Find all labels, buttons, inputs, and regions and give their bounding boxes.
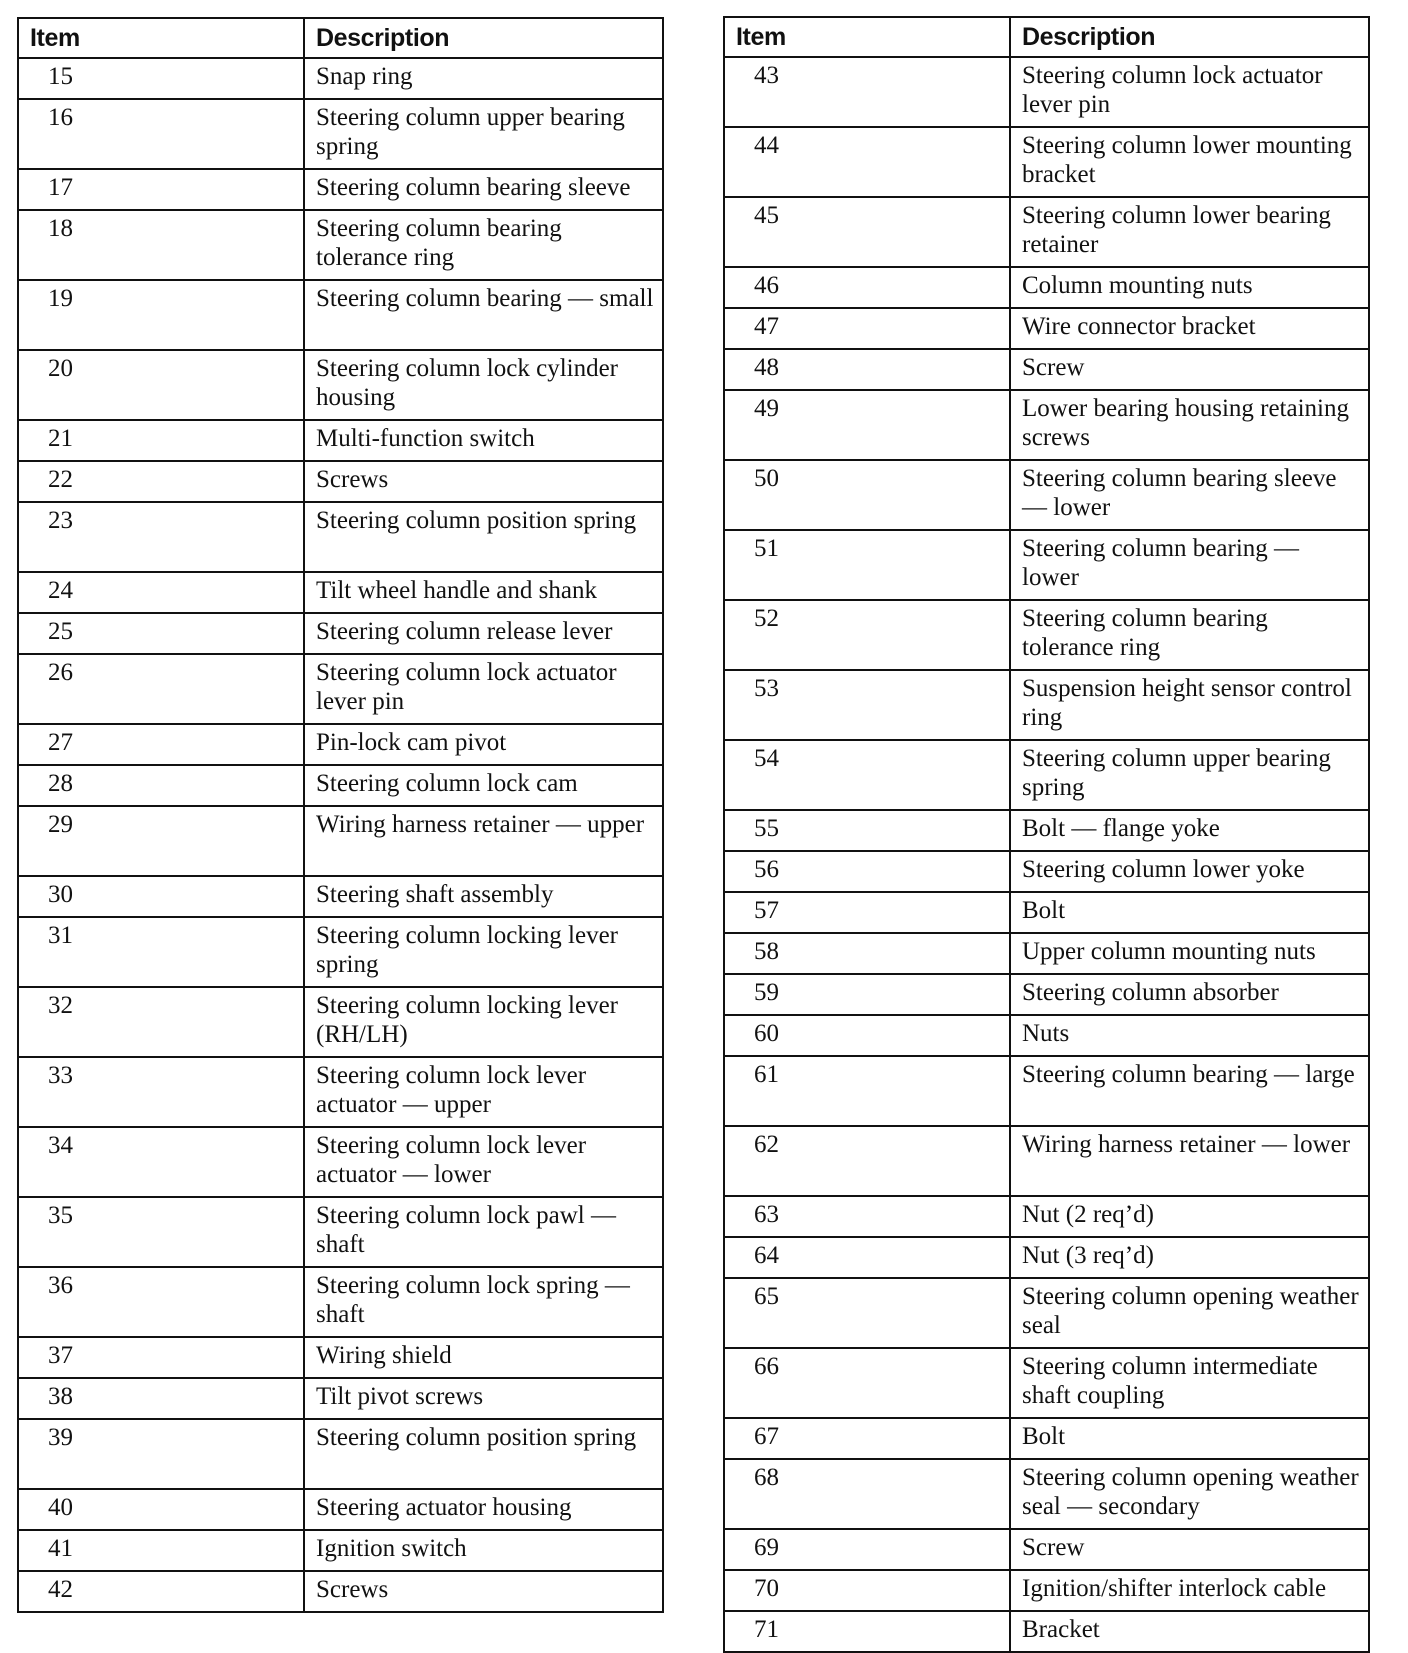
item-number: 24 xyxy=(18,572,304,613)
item-description: Steering column lock cam xyxy=(304,765,663,806)
item-number: 61 xyxy=(724,1056,1010,1126)
table-row xyxy=(724,127,1369,197)
item-description: Steering column locking lever (RH/LH) xyxy=(304,987,663,1057)
item-number: 60 xyxy=(724,1015,1010,1056)
table-row xyxy=(18,1057,663,1127)
table-row xyxy=(18,1571,663,1612)
item-number: 33 xyxy=(18,1057,304,1127)
item-number: 23 xyxy=(18,502,304,572)
item-number: 50 xyxy=(724,460,1010,530)
item-description: Nuts xyxy=(1010,1015,1369,1056)
item-description: Wiring shield xyxy=(304,1337,663,1378)
table-row xyxy=(18,613,663,654)
item-description: Steering column bearing tolerance ring xyxy=(304,210,663,280)
table-row xyxy=(18,724,663,765)
item-description: Nut (3 req’d) xyxy=(1010,1237,1369,1278)
item-column-header: Item xyxy=(724,17,1010,57)
table-row xyxy=(18,461,663,502)
item-number: 64 xyxy=(724,1237,1010,1278)
description-column-header: Description xyxy=(304,18,663,58)
table-row xyxy=(18,917,663,987)
item-number: 67 xyxy=(724,1418,1010,1459)
table-row xyxy=(18,1419,663,1489)
item-description: Steering column lock pawl — shaft xyxy=(304,1197,663,1267)
item-number: 18 xyxy=(18,210,304,280)
item-number: 57 xyxy=(724,892,1010,933)
table-row xyxy=(18,99,663,169)
item-description: Snap ring xyxy=(304,58,663,99)
item-number: 28 xyxy=(18,765,304,806)
table-row xyxy=(724,530,1369,600)
item-description: Steering column lower yoke xyxy=(1010,851,1369,892)
item-number: 68 xyxy=(724,1459,1010,1529)
table-row xyxy=(724,974,1369,1015)
item-number: 29 xyxy=(18,806,304,876)
item-number: 35 xyxy=(18,1197,304,1267)
table-row xyxy=(724,851,1369,892)
item-description: Wire connector bracket xyxy=(1010,308,1369,349)
table-row xyxy=(724,1570,1369,1611)
header-row xyxy=(18,18,663,58)
table-row xyxy=(724,1015,1369,1056)
table-row xyxy=(724,670,1369,740)
item-description: Bolt xyxy=(1010,892,1369,933)
item-number: 65 xyxy=(724,1278,1010,1348)
item-number: 22 xyxy=(18,461,304,502)
item-description: Tilt pivot screws xyxy=(304,1378,663,1419)
table-row xyxy=(724,1418,1369,1459)
table-row xyxy=(724,933,1369,974)
table-row xyxy=(18,1489,663,1530)
table-row xyxy=(724,810,1369,851)
header-row xyxy=(724,17,1369,57)
item-number: 55 xyxy=(724,810,1010,851)
item-description: Bolt — flange yoke xyxy=(1010,810,1369,851)
item-description: Steering column bearing — small xyxy=(304,280,663,350)
item-description: Wiring harness retainer — lower xyxy=(1010,1126,1369,1196)
table-row xyxy=(724,1459,1369,1529)
item-description: Pin-lock cam pivot xyxy=(304,724,663,765)
item-description: Steering column upper bearing spring xyxy=(1010,740,1369,810)
item-description: Suspension height sensor control ring xyxy=(1010,670,1369,740)
table-row xyxy=(724,57,1369,127)
table-row xyxy=(724,460,1369,530)
item-number: 45 xyxy=(724,197,1010,267)
item-number: 59 xyxy=(724,974,1010,1015)
table-row xyxy=(724,1278,1369,1348)
item-description: Column mounting nuts xyxy=(1010,267,1369,308)
item-description: Steering column intermediate shaft coupling xyxy=(1010,1348,1369,1418)
item-number: 34 xyxy=(18,1127,304,1197)
item-number: 58 xyxy=(724,933,1010,974)
item-description: Steering column opening weather seal — secondary xyxy=(1010,1459,1369,1529)
item-description: Nut (2 req’d) xyxy=(1010,1196,1369,1237)
item-number: 69 xyxy=(724,1529,1010,1570)
table-row xyxy=(18,350,663,420)
parts-table-left xyxy=(17,17,664,1613)
item-number: 63 xyxy=(724,1196,1010,1237)
table-row xyxy=(18,654,663,724)
item-number: 70 xyxy=(724,1570,1010,1611)
item-number: 51 xyxy=(724,530,1010,600)
item-description: Bolt xyxy=(1010,1418,1369,1459)
item-number: 66 xyxy=(724,1348,1010,1418)
table-row xyxy=(18,1197,663,1267)
item-description: Steering column lock lever actuator — lower xyxy=(304,1127,663,1197)
item-description: Screw xyxy=(1010,349,1369,390)
item-description: Tilt wheel handle and shank xyxy=(304,572,663,613)
item-number: 30 xyxy=(18,876,304,917)
table-row xyxy=(18,420,663,461)
item-number: 37 xyxy=(18,1337,304,1378)
table-row xyxy=(724,390,1369,460)
item-number: 71 xyxy=(724,1611,1010,1652)
table-row xyxy=(18,280,663,350)
item-description: Lower bearing housing retaining screws xyxy=(1010,390,1369,460)
item-description: Screw xyxy=(1010,1529,1369,1570)
table-row xyxy=(18,987,663,1057)
item-number: 49 xyxy=(724,390,1010,460)
item-description: Screws xyxy=(304,1571,663,1612)
item-number: 40 xyxy=(18,1489,304,1530)
table-row xyxy=(724,308,1369,349)
item-description: Steering column upper bearing spring xyxy=(304,99,663,169)
table-row xyxy=(724,1611,1369,1652)
table-row xyxy=(724,1348,1369,1418)
table-row xyxy=(18,1337,663,1378)
item-number: 39 xyxy=(18,1419,304,1489)
item-description: Steering column lock spring — shaft xyxy=(304,1267,663,1337)
item-number: 47 xyxy=(724,308,1010,349)
item-number: 19 xyxy=(18,280,304,350)
item-column-header: Item xyxy=(18,18,304,58)
item-number: 31 xyxy=(18,917,304,987)
item-number: 48 xyxy=(724,349,1010,390)
table-row xyxy=(18,1267,663,1337)
item-number: 53 xyxy=(724,670,1010,740)
item-number: 21 xyxy=(18,420,304,461)
item-description: Steering column release lever xyxy=(304,613,663,654)
item-description: Steering column opening weather seal xyxy=(1010,1278,1369,1348)
item-description: Steering column lock cylinder housing xyxy=(304,350,663,420)
item-description: Steering column bearing — lower xyxy=(1010,530,1369,600)
item-number: 15 xyxy=(18,58,304,99)
item-number: 16 xyxy=(18,99,304,169)
item-number: 41 xyxy=(18,1530,304,1571)
item-number: 42 xyxy=(18,1571,304,1612)
item-number: 52 xyxy=(724,600,1010,670)
item-description: Upper column mounting nuts xyxy=(1010,933,1369,974)
table-row xyxy=(724,892,1369,933)
item-description: Bracket xyxy=(1010,1611,1369,1652)
item-description: Ignition switch xyxy=(304,1530,663,1571)
item-description: Steering column position spring xyxy=(304,502,663,572)
table-row xyxy=(18,765,663,806)
table-row xyxy=(724,1126,1369,1196)
table-row xyxy=(724,349,1369,390)
table-row xyxy=(18,210,663,280)
item-description: Wiring harness retainer — upper xyxy=(304,806,663,876)
item-number: 32 xyxy=(18,987,304,1057)
table-row xyxy=(18,169,663,210)
table-row xyxy=(18,58,663,99)
item-description: Steering column lock actuator lever pin xyxy=(304,654,663,724)
item-number: 62 xyxy=(724,1126,1010,1196)
table-row xyxy=(18,1530,663,1571)
table-row xyxy=(18,876,663,917)
description-column-header: Description xyxy=(1010,17,1369,57)
item-number: 46 xyxy=(724,267,1010,308)
item-description: Steering column bearing tolerance ring xyxy=(1010,600,1369,670)
item-description: Steering column locking lever spring xyxy=(304,917,663,987)
item-description: Steering column bearing sleeve — lower xyxy=(1010,460,1369,530)
item-description: Steering column bearing — large xyxy=(1010,1056,1369,1126)
item-description: Screws xyxy=(304,461,663,502)
table-row xyxy=(724,1237,1369,1278)
item-description: Steering column bearing sleeve xyxy=(304,169,663,210)
table-row xyxy=(18,1378,663,1419)
table-row xyxy=(18,1127,663,1197)
table-row xyxy=(724,197,1369,267)
item-number: 25 xyxy=(18,613,304,654)
item-number: 54 xyxy=(724,740,1010,810)
item-number: 36 xyxy=(18,1267,304,1337)
item-description: Steering column lower mounting bracket xyxy=(1010,127,1369,197)
table-row xyxy=(724,740,1369,810)
table-row xyxy=(724,1056,1369,1126)
item-description: Steering column lock actuator lever pin xyxy=(1010,57,1369,127)
item-number: 56 xyxy=(724,851,1010,892)
item-description: Steering column absorber xyxy=(1010,974,1369,1015)
table-row xyxy=(18,806,663,876)
item-number: 38 xyxy=(18,1378,304,1419)
table-row xyxy=(724,1196,1369,1237)
item-number: 27 xyxy=(18,724,304,765)
table-row xyxy=(18,572,663,613)
item-number: 20 xyxy=(18,350,304,420)
item-description: Steering column position spring xyxy=(304,1419,663,1489)
table-row xyxy=(724,1529,1369,1570)
item-description: Steering shaft assembly xyxy=(304,876,663,917)
item-number: 43 xyxy=(724,57,1010,127)
item-number: 44 xyxy=(724,127,1010,197)
item-description: Multi-function switch xyxy=(304,420,663,461)
item-description: Steering column lock lever actuator — upper xyxy=(304,1057,663,1127)
item-description: Steering column lower bearing retainer xyxy=(1010,197,1369,267)
table-row xyxy=(18,502,663,572)
item-number: 26 xyxy=(18,654,304,724)
item-description: Steering actuator housing xyxy=(304,1489,663,1530)
item-description: Ignition/shifter interlock cable xyxy=(1010,1570,1369,1611)
parts-table-right xyxy=(723,16,1370,1653)
table-row xyxy=(724,267,1369,308)
item-number: 17 xyxy=(18,169,304,210)
table-row xyxy=(724,600,1369,670)
